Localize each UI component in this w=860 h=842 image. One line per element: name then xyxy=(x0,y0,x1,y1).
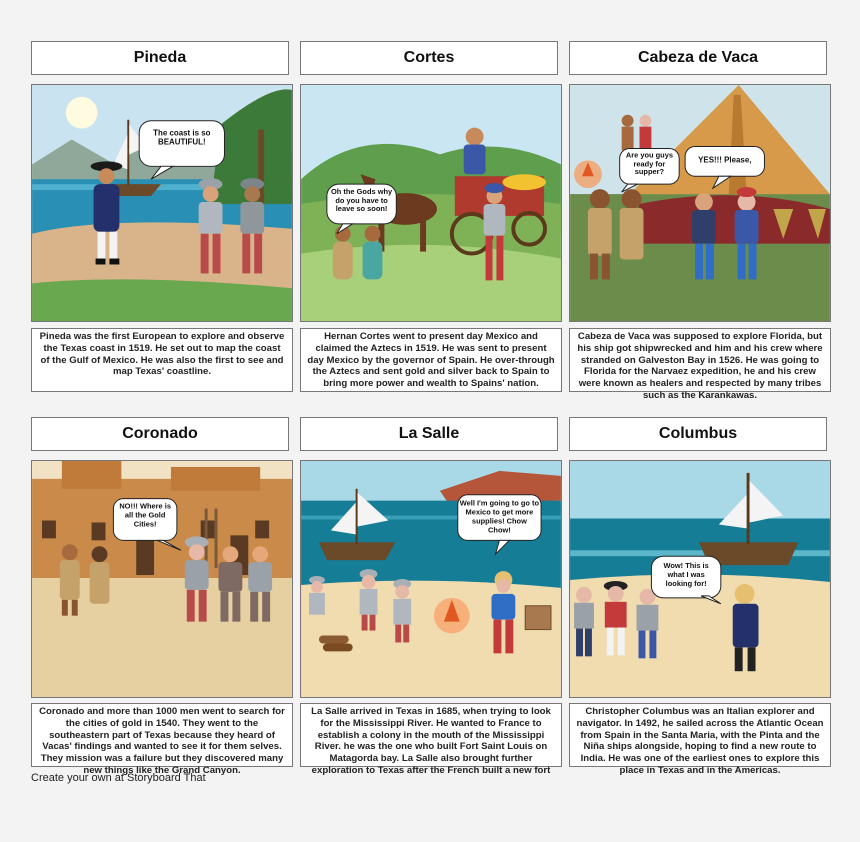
speech-bubble-la-salle: Well I'm going to go to Mexico to get more supplies! Chow Chow! xyxy=(459,498,540,535)
footer-credit[interactable]: Create your own at Storyboard That xyxy=(31,772,206,784)
panel-title-coronado: Coronado xyxy=(31,417,289,451)
speech-bubble-columbus: Wow! This is what I was looking for! xyxy=(663,561,709,588)
la-salle-illustration xyxy=(301,461,561,697)
panel-title-columbus: Columbus xyxy=(569,417,827,451)
cortes-illustration xyxy=(301,85,561,321)
scene-columbus xyxy=(569,460,831,698)
panel-title-la-salle: La Salle xyxy=(300,417,558,451)
speech-bubble-pineda: The coast is so BEAUTIFUL! xyxy=(153,128,211,147)
cabeza-de-vaca-illustration xyxy=(570,85,830,321)
caption-coronado: Coronado and more than 1000 men went to search for the cities of gold in 1540. They went to the southeastern part of Texas because they heard of Vacas' findings and wanted to see it for them selves. They mission was a failure but they discovered many new things like the Grand Canyon. xyxy=(31,703,293,767)
caption-la-salle: La Salle arrived in Texas in 1685, when trying to look for the Mississippi River. He wanted to France to establish a colony in the mouth of the Mississippi River. he was the one who built Fort Saint Louis on Matagorda bay. La Salle also brought further exploration to Texas after the French built a new fort xyxy=(300,703,562,767)
caption-cortes: Hernan Cortes went to present day Mexico and claimed the Aztecs in 1519. He was sent to present day Mexico by the governor of Spain. He over-through the Aztecs and sent gold and silver back to Spain to bring more power and wealth to Spains' nation. xyxy=(300,328,562,392)
scene-cabeza-de-vaca xyxy=(569,84,831,322)
caption-columbus: Christopher Columbus was an Italian explorer and navigator. In 1492, he sailed across the Atlantic Ocean from Spain in the Santa Maria, with the Pinta and the Niña ships alongside, hoping to find a new route to India. He was one of the earliest ones to explore this place in Texas and in the Americas. xyxy=(569,703,831,767)
scene-cortes xyxy=(300,84,562,322)
panel-title-cabeza-de-vaca: Cabeza de Vaca xyxy=(569,41,827,75)
panel-title-cortes: Cortes xyxy=(300,41,558,75)
panel-title-pineda: Pineda xyxy=(31,41,289,75)
caption-cabeza-de-vaca: Cabeza de Vaca was supposed to explore Florida, but his ship got shipwrecked and him and his crew where stranded on Galveston Bay in 1526. He was going to Florida for the Narvaez expedition, he and his crew were known as healers and respected by many tribes such as the Karankawas. xyxy=(569,328,831,392)
caption-pineda: Pineda was the first European to explore and observe the Texas coast in 1519. He set out to map the coast of the Gulf of Mexico. He was also the first to see and map Texas' coastline. xyxy=(31,328,293,392)
speech-bubble-cabeza-1: Are you guys ready for supper? xyxy=(625,150,673,177)
columbus-illustration xyxy=(570,461,830,697)
speech-bubble-cortes: Oh the Gods why do you have to leave so soon! xyxy=(331,187,393,213)
coronado-illustration xyxy=(32,461,292,697)
scene-pineda xyxy=(31,84,293,322)
speech-bubble-coronado: NO!!! Where is all the Gold Cities! xyxy=(119,501,171,529)
speech-bubble-cabeza-2: YES!!! Please, xyxy=(698,155,752,165)
scene-la-salle xyxy=(300,460,562,698)
pineda-illustration xyxy=(32,85,292,321)
scene-coronado xyxy=(31,460,293,698)
